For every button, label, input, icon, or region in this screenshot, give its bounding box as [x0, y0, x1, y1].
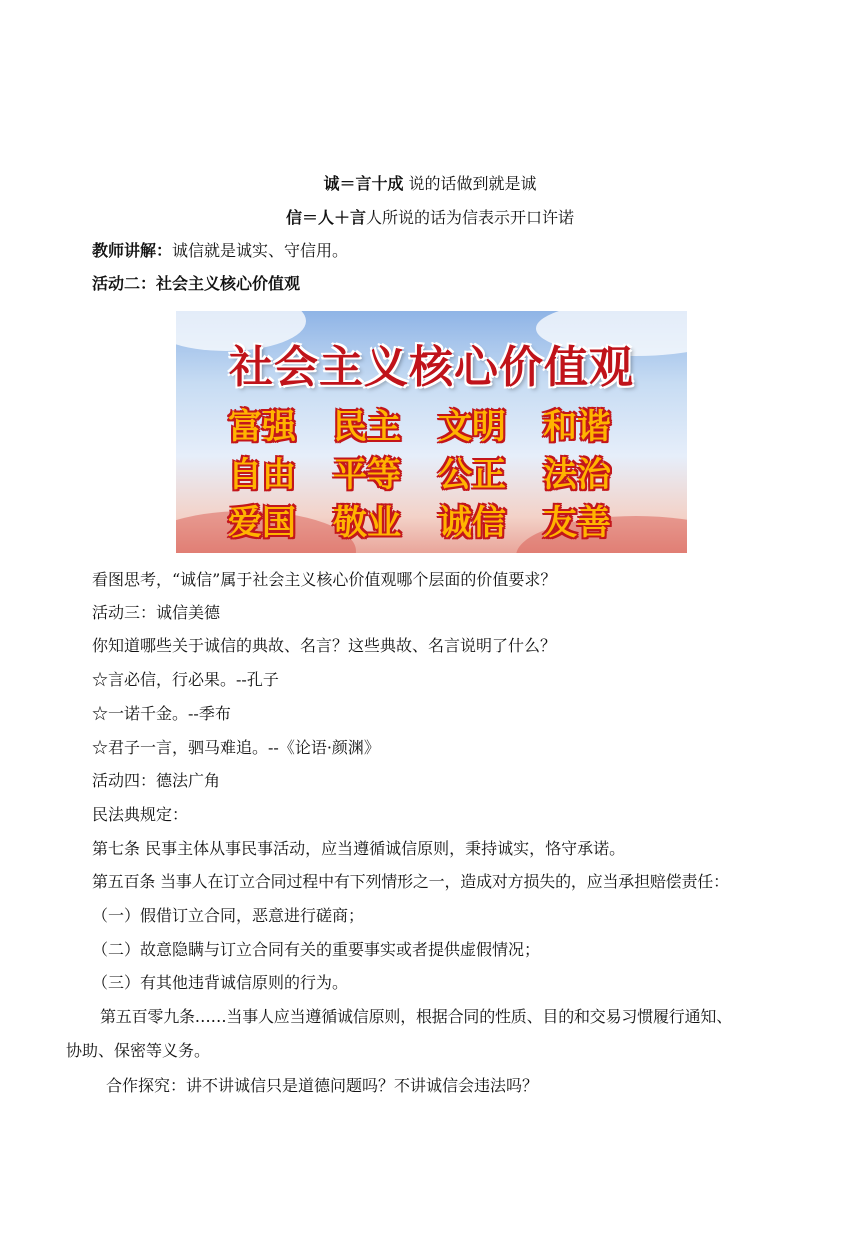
heading-line-cheng — [0, 174, 860, 194]
article-7: 第七条 民事主体从事民事活动，应当遵循诚信原则，秉持诚实，恪守承诺。 — [92, 839, 626, 858]
value-item: 诚信 — [438, 503, 506, 543]
heading-line-xin — [0, 208, 860, 228]
article-509-line2: 协助、保密等义务。 — [66, 1041, 211, 1060]
article-500-item: （二）故意隐瞒与订立合同有关的重要事实或者提供虚假情况； — [92, 940, 541, 959]
question-think: 看图思考，“诚信”属于社会主义核心价值观哪个层面的价值要求？ — [92, 570, 557, 589]
teacher-text: 诚信就是诚实、守信用。 — [172, 241, 349, 260]
teacher-label: 教师讲解： — [92, 241, 173, 260]
article-500-item: （一）假借订立合同，恶意进行磋商； — [92, 906, 365, 925]
activity3-prompt: 你知道哪些关于诚信的典故、名言？这些典故、名言说明了什么？ — [92, 636, 557, 655]
teacher-explanation — [92, 241, 348, 261]
heading-cheng-meaning: 说的话做到就是诚 — [403, 174, 537, 193]
quote-item: ☆君子一言，驷马难追。--《论语·颜渊》 — [92, 738, 380, 757]
article-500-item: （三）有其他违背诚信原则的行为。 — [92, 973, 349, 992]
heading-xin-formula: 信＝人＋言 — [285, 208, 366, 227]
banner-title: 社会主义核心价值观 — [229, 342, 634, 393]
value-item: 自由 — [228, 455, 296, 495]
value-item: 民主 — [333, 407, 401, 447]
activity4-title: 活动四：德法广角 — [92, 771, 221, 790]
value-item: 富强 — [228, 407, 296, 447]
value-item: 友善 — [543, 503, 611, 543]
value-item: 平等 — [333, 455, 401, 495]
value-item: 公正 — [438, 455, 506, 495]
article-500: 第五百条 当事人在订立合同过程中有下列情形之一，造成对方损失的，应当承担赔偿责任： — [92, 872, 729, 891]
heading-cheng-formula: 诚＝言十成 — [323, 174, 404, 193]
civil-code-intro: 民法典规定： — [92, 805, 189, 824]
activity3-title: 活动三：诚信美德 — [92, 603, 221, 622]
core-values-banner — [176, 311, 687, 553]
quote-item: ☆一诺千金。--季布 — [92, 704, 231, 723]
quote-item: ☆言必信，行必果。--孔子 — [92, 670, 279, 689]
value-item: 文明 — [438, 407, 506, 447]
core-values-grid — [228, 407, 648, 543]
heading-xin-meaning: 人所说的话为信表示开口许诺 — [366, 208, 575, 227]
value-item: 法治 — [543, 455, 611, 495]
cooperation-question: 合作探究：讲不讲诚信只是道德问题吗？不讲诚信会违法吗？ — [106, 1076, 539, 1095]
article-509-line1: 第五百零九条……当事人应当遵循诚信原则，根据合同的性质、目的和交易习惯履行通知、 — [100, 1007, 733, 1026]
activity2-title: 活动二：社会主义核心价值观 — [92, 274, 301, 293]
value-item: 爱国 — [228, 503, 296, 543]
value-item: 敬业 — [333, 503, 401, 543]
value-item: 和谐 — [543, 407, 611, 447]
